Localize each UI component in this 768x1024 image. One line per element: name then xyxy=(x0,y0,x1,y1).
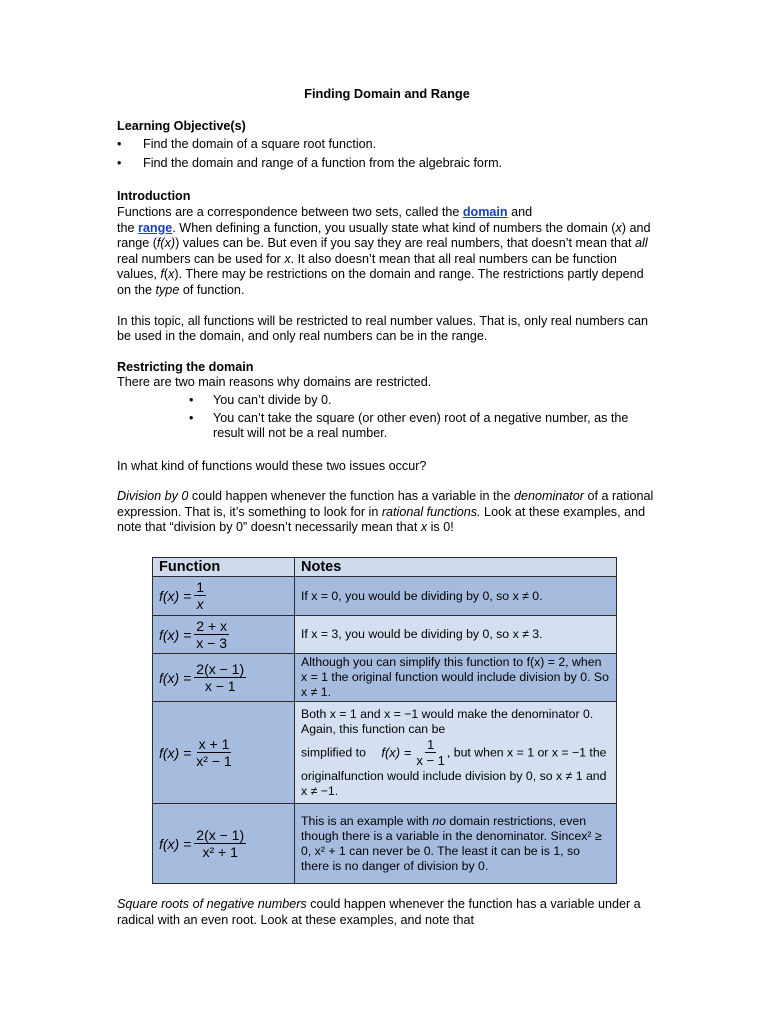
table-row xyxy=(153,702,617,804)
square-roots-paragraph: Square roots of negative numbers could happen whenever the function has a variable under a radical with an even root. Look at these examples, and note that xyxy=(117,897,641,927)
restricting-heading: Restricting the domain xyxy=(117,359,254,374)
notes-cell: If x = 3, you would be dividing by 0, so x ≠ 3. xyxy=(295,616,617,654)
objectives-heading: Learning Objective(s) xyxy=(117,118,246,133)
function-cell: f(x) = $\frac{1}{x}$ xyxy=(153,577,295,616)
introduction-paragraph: Functions are a correspondence between two sets, called the domain and the range. When defining a function, you usually state what kind of numbers the domain (x) and range (f(x)) values can be. But even if you say they are real numbers, that doesn’t mean that all real numbers can be used for x. It also doesn’t mean that all real numbers can be function values, f(x). There may be restrictions on the domain and range. The restrictions partly depend on the type of function. xyxy=(117,204,651,297)
function-cell: f(x) = $\frac{x + 1}{\text{x² − 1}}$ xyxy=(153,702,295,804)
notes-cell: If x = 0, you would be dividing by 0, so x ≠ 0. xyxy=(295,577,617,616)
notes-cell: This is an example with no domain restrictions, even though there is a variable in the denominator. Sincex² ≥ 0, x² + 1 can never be 0. The least it can be is 1, so there is no danger of division by 0. xyxy=(295,804,617,884)
table-row xyxy=(153,654,617,702)
introduction-heading: Introduction xyxy=(117,189,191,204)
list-item: • Find the domain and range of a function from the algebraic form. xyxy=(117,155,503,170)
notes-column-header: Notes xyxy=(295,558,617,577)
function-cell: f(x) = $\frac{2(x - 1)}{x - 1}$ xyxy=(153,654,295,702)
document-content xyxy=(117,86,657,536)
restricting-intro: There are two main reasons why domains are restricted. xyxy=(117,375,432,390)
notes-cell: Both x = 1 and x = −1 would make the denominator 0. Again, this function can be simplified to f(x) = $\frac{1}{x - 1}$ , but when x = 1 or x = −1 the originalfunction would include division by 0, so x ≠ 1 and x ≠ −1. xyxy=(295,702,617,804)
function-cell: f(x) = $\frac{2 + x}{x - 3}$ xyxy=(153,616,295,654)
list-item: • You can’t divide by 0. xyxy=(189,392,332,407)
functions-table xyxy=(152,557,617,884)
range-link[interactable]: range xyxy=(138,220,173,235)
table-header-row xyxy=(153,558,617,577)
table-row xyxy=(153,616,617,654)
division-paragraph: Division by 0 could happen whenever the function has a variable in the denominator of a rational expression. That is, it’s something to look for in rational functions. Look at these examples, and note that “division by 0” doesn’t necessarily mean that x is 0! xyxy=(117,489,654,535)
domain-link[interactable]: domain xyxy=(462,204,508,219)
bullet-icon: • xyxy=(189,392,194,407)
notes-cell: Although you can simplify this function to f(x) = 2, when x = 1 the original function would include division by 0. So x ≠ 1. xyxy=(295,654,617,702)
bullet-icon: • xyxy=(117,137,122,152)
bullet-icon: • xyxy=(189,410,194,425)
bullet-icon: • xyxy=(117,155,122,170)
function-cell: f(x) = $\frac{2(x - 1)}{\text{x² + 1}}$ xyxy=(153,804,295,884)
table-row xyxy=(153,577,617,616)
page-title: Finding Domain and Range xyxy=(304,86,470,101)
question-paragraph: In what kind of functions would these two issues occur? xyxy=(117,458,427,473)
table-row xyxy=(153,804,617,884)
function-column-header: Function xyxy=(153,558,295,577)
real-values-paragraph: In this topic, all functions will be restricted to real number values. That is, only real numbers can be used in the domain, and only real numbers can be in the range. xyxy=(117,313,649,344)
list-item: • Find the domain of a square root function. xyxy=(117,137,377,152)
list-item: • You can’t take the square (or other even) root of a negative number, as the result will not be a real number. xyxy=(189,410,629,441)
